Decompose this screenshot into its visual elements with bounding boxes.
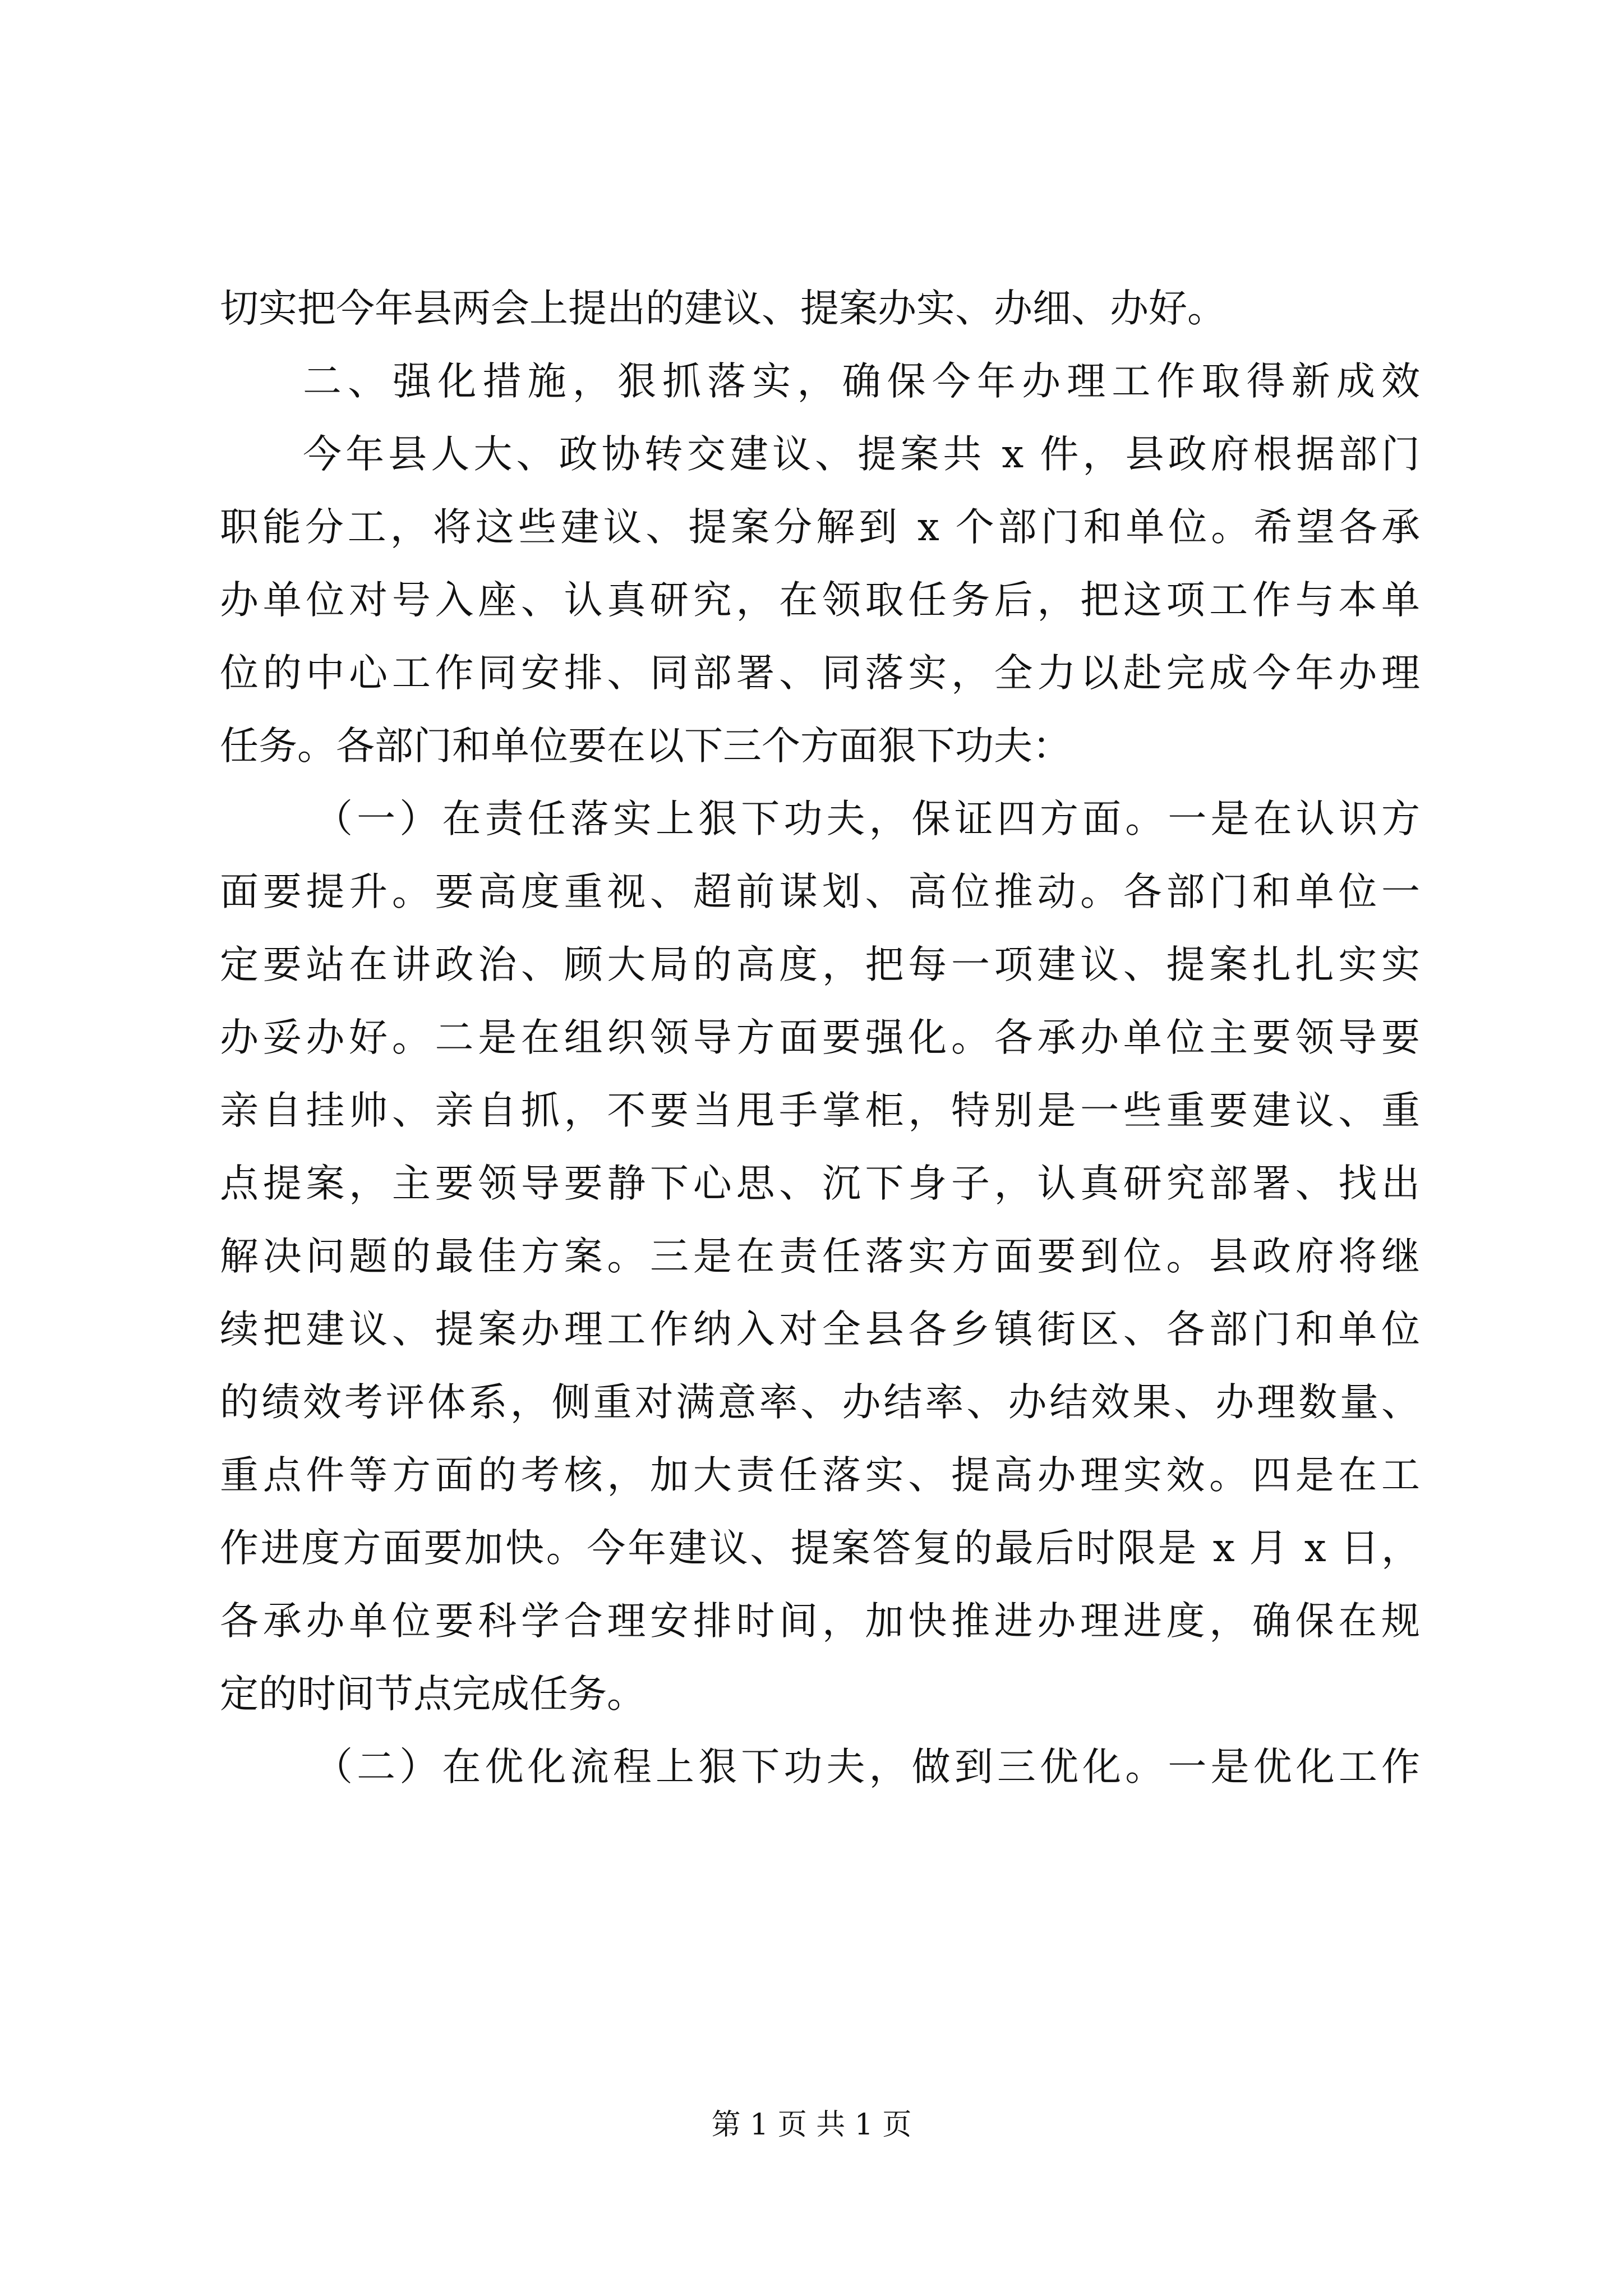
paragraph-line-20: 定的时间节点完成任务。 bbox=[220, 1672, 645, 1717]
paragraph-line-6: 位的中心工作同安排、同部署、同落实，全力以赴完成今年办理 bbox=[220, 651, 1420, 696]
section-heading-2: 二、强化措施，狠抓落实，确保今年办理工作取得新成效 bbox=[303, 359, 1420, 404]
paragraph-line-13: 点提案，主要领导要静下心思、沉下身子，认真研究部署、找出 bbox=[220, 1161, 1420, 1206]
subsection-line-8: （一）在责任落实上狠下功夫，保证四方面。一是在认识方 bbox=[314, 797, 1420, 841]
paragraph-line-9: 面要提升。要高度重视、超前谋划、高位推动。各部门和单位一 bbox=[220, 869, 1420, 914]
paragraph-line-10: 定要站在讲政治、顾大局的高度，把每一项建议、提案扎扎实实 bbox=[220, 942, 1420, 987]
paragraph-line-16: 的绩效考评体系，侧重对满意率、办结率、办结效果、办理数量、 bbox=[220, 1380, 1420, 1425]
paragraph-line-7: 任务。各部门和单位要在以下三个方面狠下功夫： bbox=[220, 724, 1071, 769]
paragraph-line-12: 亲自挂帅、亲自抓，不要当甩手掌柜，特别是一些重要建议、重 bbox=[220, 1088, 1420, 1133]
paragraph-line-17: 重点件等方面的考核，加大责任落实、提高办理实效。四是在工 bbox=[220, 1453, 1420, 1498]
paragraph-line-5: 办单位对号入座、认真研究，在领取任务后，把这项工作与本单 bbox=[220, 578, 1420, 623]
paragraph-line-3: 今年县人大、政协转交建议、提案共 x 件，县政府根据部门 bbox=[303, 432, 1420, 477]
page-number-footer: 第 1 页 共 1 页 bbox=[711, 2108, 912, 2142]
paragraph-line-11: 办妥办好。二是在组织领导方面要强化。各承办单位主要领导要 bbox=[220, 1015, 1420, 1060]
paragraph-line-4: 职能分工，将这些建议、提案分解到 x 个部门和单位。希望各承 bbox=[220, 505, 1420, 550]
paragraph-line-1: 切实把今年县两会上提出的建议、提案办实、办细、办好。 bbox=[220, 286, 1226, 331]
paragraph-line-18: 作进度方面要加快。今年建议、提案答复的最后时限是 x 月 x 日， bbox=[220, 1526, 1420, 1571]
subsection-line-21: （二）在优化流程上狠下功夫，做到三优化。一是优化工作 bbox=[314, 1745, 1420, 1789]
paragraph-line-14: 解决问题的最佳方案。三是在责任落实方面要到位。县政府将继 bbox=[220, 1234, 1420, 1279]
paragraph-line-15: 续把建议、提案办理工作纳入对全县各乡镇街区、各部门和单位 bbox=[220, 1307, 1420, 1352]
paragraph-line-19: 各承办单位要科学合理安排时间，加快推进办理进度，确保在规 bbox=[220, 1599, 1420, 1644]
